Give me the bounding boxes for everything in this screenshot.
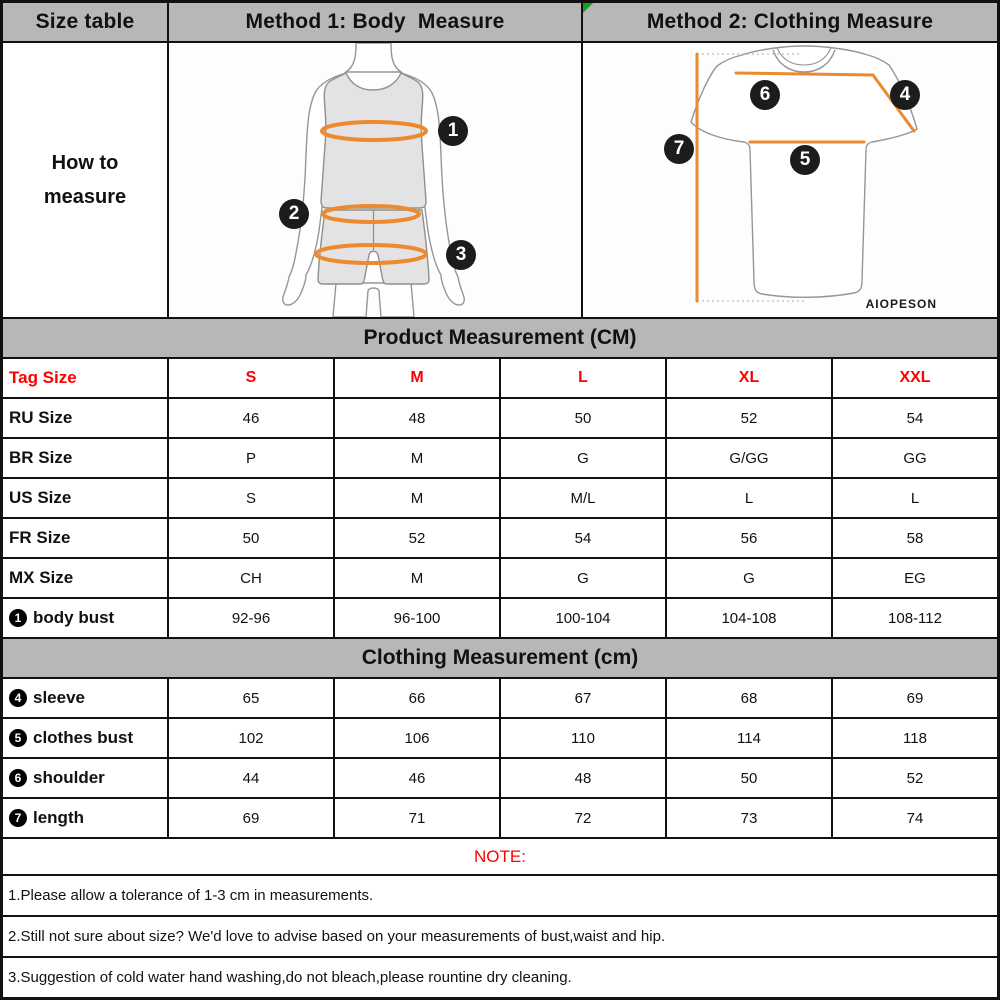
value-cell: 110 bbox=[501, 719, 667, 757]
table-row-sleeve bbox=[3, 679, 997, 719]
value-cell: 48 bbox=[501, 759, 667, 797]
note-row-1 bbox=[3, 876, 997, 917]
circled-7-icon: 7 bbox=[9, 809, 27, 827]
value-cell: 68 bbox=[667, 679, 833, 717]
body-marker-2: 2 bbox=[279, 199, 309, 229]
row-label-cell: MX Size bbox=[3, 559, 169, 597]
table-row-mx-size bbox=[3, 559, 997, 599]
value-cell: 52 bbox=[335, 519, 501, 557]
body-marker-3: 3 bbox=[446, 240, 476, 270]
value-cell: S bbox=[169, 479, 335, 517]
table-row-body-bust bbox=[3, 599, 997, 639]
shirt-marker-6: 6 bbox=[750, 80, 780, 110]
circled-1-icon: 1 bbox=[9, 609, 27, 627]
value-cell: L bbox=[667, 479, 833, 517]
row-label-cell: BR Size bbox=[3, 439, 169, 477]
table-row-length bbox=[3, 799, 997, 839]
value-cell: 50 bbox=[667, 759, 833, 797]
clothing-measurement-title-row bbox=[3, 639, 997, 679]
note-2-cell bbox=[3, 917, 997, 956]
brand-label: AIOPESON bbox=[865, 297, 937, 311]
table-row-fr-size bbox=[3, 519, 997, 559]
value-cell: 50 bbox=[501, 399, 667, 437]
table-row-clothes-bust bbox=[3, 719, 997, 759]
value-cell: 56 bbox=[667, 519, 833, 557]
value-cell: 108-112 bbox=[888, 609, 942, 627]
value-cell: M/L bbox=[501, 479, 667, 517]
note-2-text: 2.Still not sure about size? We'd love to advise based on your measurements of bust,waist and hip. bbox=[8, 928, 666, 945]
body-marker-1: 1 bbox=[438, 116, 468, 146]
value-cell: 54 bbox=[906, 409, 924, 427]
value-cell: 74 bbox=[906, 809, 924, 827]
value-cell: L bbox=[910, 489, 920, 507]
clothing-measurement-title-cell bbox=[3, 639, 997, 677]
value-cell: M bbox=[335, 439, 501, 477]
value-cell: 92-96 bbox=[169, 599, 335, 637]
tshirt-figure-icon bbox=[583, 43, 996, 317]
note-row-3 bbox=[3, 958, 997, 997]
value-cell: 54 bbox=[501, 519, 667, 557]
row-label-cell: 6 shoulder bbox=[3, 759, 169, 797]
value-cell: G bbox=[667, 559, 833, 597]
product-measurement-title: Product Measurement (CM) bbox=[363, 326, 637, 349]
size-col-l: L bbox=[501, 359, 667, 397]
tag-size-label-cell: Tag Size bbox=[3, 359, 169, 397]
method2-title: Method 2: Clothing Measure bbox=[646, 10, 934, 33]
clothing-measurement-title: Clothing Measurement (cm) bbox=[361, 646, 639, 669]
value-cell: 71 bbox=[335, 799, 501, 837]
value-cell: 44 bbox=[169, 759, 335, 797]
value-cell: 65 bbox=[169, 679, 335, 717]
illustration-row bbox=[3, 43, 997, 319]
value-cell: 118 bbox=[903, 729, 927, 747]
circled-5-icon: 5 bbox=[9, 729, 27, 747]
size-col-xxl: XXL bbox=[899, 369, 931, 386]
how-to-measure-cell bbox=[3, 43, 169, 317]
value-cell: 102 bbox=[169, 719, 335, 757]
method2-header-cell bbox=[583, 3, 997, 41]
table-row-ru-size bbox=[3, 399, 997, 439]
note-1-cell bbox=[3, 876, 997, 915]
value-cell: G/GG bbox=[667, 439, 833, 477]
value-cell: 106 bbox=[335, 719, 501, 757]
value-cell: 73 bbox=[667, 799, 833, 837]
top-header-row bbox=[3, 3, 997, 43]
row-label-cell: 7 length bbox=[3, 799, 169, 837]
value-cell: GG bbox=[903, 449, 927, 467]
value-cell: 96-100 bbox=[335, 599, 501, 637]
row-label-cell: FR Size bbox=[3, 519, 169, 557]
value-cell: 48 bbox=[335, 399, 501, 437]
value-cell: M bbox=[335, 559, 501, 597]
note-title: NOTE: bbox=[474, 846, 526, 866]
value-cell: 58 bbox=[906, 529, 924, 547]
circled-4-icon: 4 bbox=[9, 689, 27, 707]
value-cell: 69 bbox=[169, 799, 335, 837]
value-cell: P bbox=[169, 439, 335, 477]
row-label-cell: 4 sleeve bbox=[3, 679, 169, 717]
shirt-marker-7: 7 bbox=[664, 134, 694, 164]
value-cell: 52 bbox=[667, 399, 833, 437]
method1-header-cell bbox=[169, 3, 583, 41]
green-corner-flag-icon bbox=[583, 3, 593, 13]
note-3-text: 3.Suggestion of cold water hand washing,do not bleach,please rountine dry cleaning. bbox=[8, 969, 572, 986]
value-cell: 66 bbox=[335, 679, 501, 717]
size-table-title: Size table bbox=[35, 10, 135, 33]
value-cell: 52 bbox=[906, 769, 924, 787]
note-title-row bbox=[3, 839, 997, 876]
product-measurement-title-cell bbox=[3, 319, 997, 357]
circled-6-icon: 6 bbox=[9, 769, 27, 787]
shirt-marker-5: 5 bbox=[790, 145, 820, 175]
size-col-m: M bbox=[335, 359, 501, 397]
value-cell: 100-104 bbox=[501, 599, 667, 637]
table-row-br-size bbox=[3, 439, 997, 479]
value-cell: 67 bbox=[501, 679, 667, 717]
value-cell: G bbox=[501, 559, 667, 597]
body-measure-illustration bbox=[169, 43, 583, 317]
note-3-cell bbox=[3, 958, 997, 997]
value-cell: 46 bbox=[335, 759, 501, 797]
size-table-header-cell bbox=[3, 3, 169, 41]
note-1-text: 1.Please allow a tolerance of 1-3 cm in measurements. bbox=[8, 887, 374, 904]
value-cell: G bbox=[501, 439, 667, 477]
row-label-cell: 5 clothes bust bbox=[3, 719, 169, 757]
table-row-us-size bbox=[3, 479, 997, 519]
row-label-cell: RU Size bbox=[3, 399, 169, 437]
value-cell: 114 bbox=[667, 719, 833, 757]
shirt-marker-4: 4 bbox=[890, 80, 920, 110]
value-cell: 46 bbox=[169, 399, 335, 437]
row-label-cell: 1 body bust bbox=[3, 599, 169, 637]
value-cell: 69 bbox=[906, 689, 924, 707]
note-title-cell bbox=[3, 839, 997, 874]
table-row-shoulder bbox=[3, 759, 997, 799]
tag-size-row bbox=[3, 359, 997, 399]
size-col-s: S bbox=[169, 359, 335, 397]
product-measurement-title-row bbox=[3, 319, 997, 359]
how-to-measure-label: How to measure bbox=[43, 152, 127, 208]
body-figure-icon bbox=[169, 43, 581, 317]
value-cell: 72 bbox=[501, 799, 667, 837]
value-cell: M bbox=[335, 479, 501, 517]
method1-title: Method 1: Body Measure bbox=[245, 10, 505, 33]
row-label-cell: US Size bbox=[3, 479, 169, 517]
note-row-2 bbox=[3, 917, 997, 958]
clothing-measure-illustration bbox=[583, 43, 997, 317]
value-cell: EG bbox=[904, 569, 926, 587]
value-cell: CH bbox=[169, 559, 335, 597]
value-cell: 50 bbox=[169, 519, 335, 557]
value-cell: 104-108 bbox=[667, 599, 833, 637]
size-col-xl: XL bbox=[667, 359, 833, 397]
